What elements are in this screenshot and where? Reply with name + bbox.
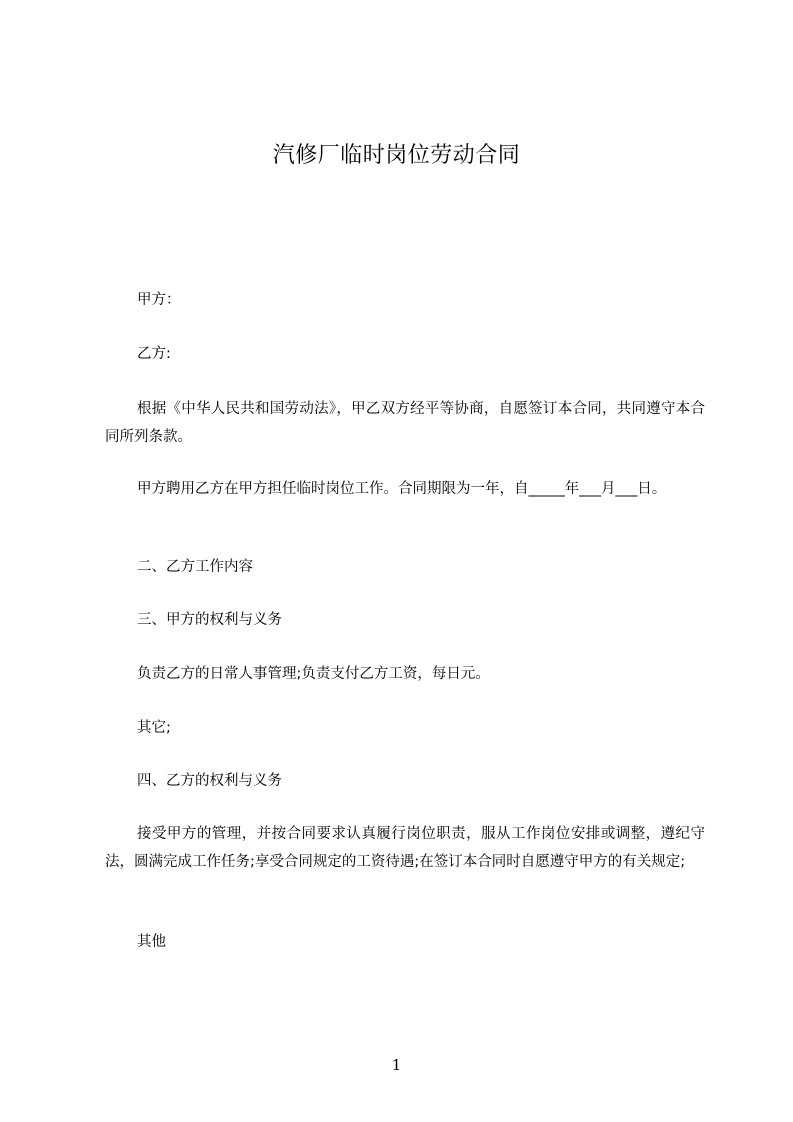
section-4-heading: 四、乙方的权利与义务 (137, 773, 282, 789)
party-a-label: 甲方： (137, 292, 181, 308)
term-paragraph: 甲方聘用乙方在甲方担任临时岗位工作。合同期限为一年，自_____年___月___日。 (137, 481, 667, 497)
section-2-heading: 二、乙方工作内容 (137, 559, 253, 575)
party-b-label: 乙方: (137, 346, 171, 362)
basis-paragraph: 根据《中华人民共和国劳动法》，甲乙双方经平等协商，自愿签订本合同，共同遵守本合同所列条款。 (105, 401, 705, 445)
other-clause-2: 其他 (137, 934, 166, 950)
party-b-duties-paragraph: 接受甲方的管理，并按合同要求认真履行岗位职责，服从工作岗位安排或调整，遵纪守法，圆满完成工作任务;享受合同规定的工资待遇;在签订本合同时自愿遵守甲方的有关规定; (105, 826, 705, 870)
party-a-duties-paragraph: 负责乙方的日常人事管理;负责支付乙方工资，每日元。 (137, 666, 490, 682)
document-title: 汽修厂临时岗位劳动合同 (272, 143, 521, 168)
page-number: 1 (391, 1056, 402, 1074)
other-clause-1: 其它; (137, 720, 171, 736)
section-3-heading: 三、甲方的权利与义务 (137, 612, 282, 628)
